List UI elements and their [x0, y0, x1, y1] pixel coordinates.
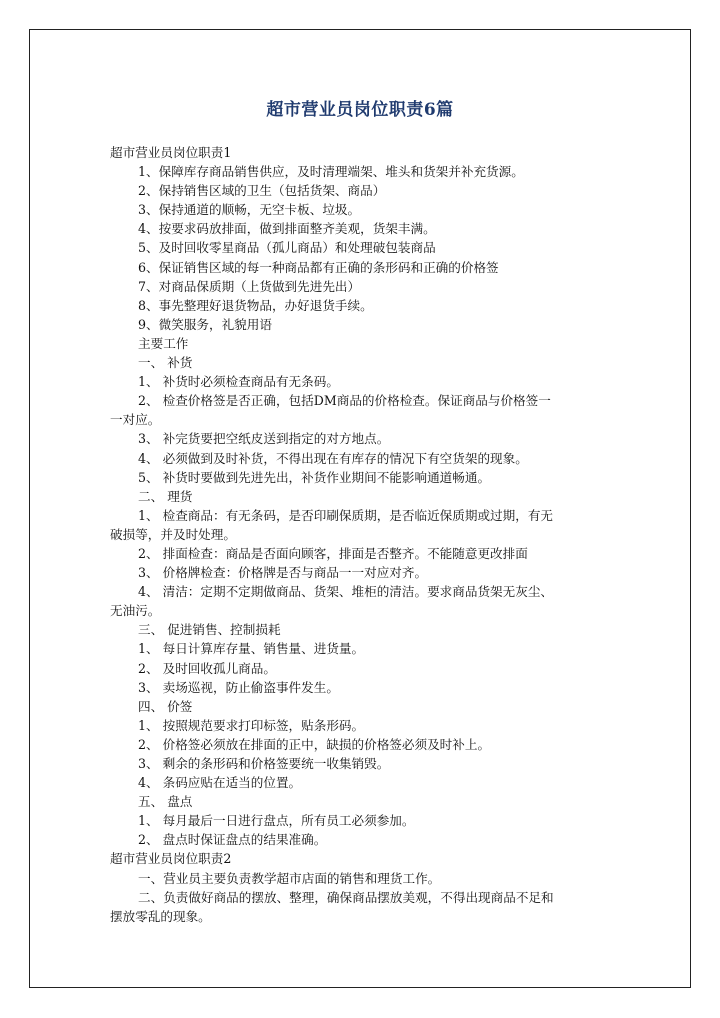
text-line: 2、 价格签必须放在排面的正中，缺损的价格签必须及时补上。	[138, 736, 491, 752]
text-line: 超市营业员岗位职责1	[110, 145, 232, 160]
document-title: 超市营业员岗位职责6篇	[266, 100, 454, 120]
text-line: 二、 理货	[138, 488, 193, 504]
text-line: 2、 盘点时保证盘点的结果准确。	[138, 832, 327, 848]
text-line: 一、营业员主要负责教学超市店面的销售和理货工作。	[138, 870, 441, 886]
text-line: 2、 排面检查：商品是否面向顾客，排面是否整齐。不能随意更改排面	[138, 545, 528, 561]
text-line: 1、保障库存商品销售供应，及时清理端架、堆头和货架并补充货源。	[138, 164, 524, 180]
text-line: 超市营业员岗位职责2	[110, 851, 232, 867]
text-line: 3、 价格牌检查：价格牌是否与商品一一对应对齐。	[138, 565, 428, 581]
text-line: 4、 清洁：定期不定期做商品、货架、堆柜的清洁。要求商品货架无灰尘、	[138, 584, 554, 600]
text-line: 3、 卖场巡视，防止偷盗事件发生。	[138, 679, 339, 695]
text-line: 2、 检查价格签是否正确，包括DM商品的价格检查。保证商品与价格签一	[138, 393, 551, 409]
text-line: 破损等，并及时处理。	[110, 526, 236, 542]
text-line: 五、 盘点	[138, 794, 193, 810]
text-line: 一对应。	[110, 412, 161, 428]
text-line: 3、 补完货要把空纸皮送到指定的对方地点。	[138, 431, 390, 447]
text-line: 主要工作	[138, 335, 189, 351]
text-line: 2、保持销售区域的卫生（包括货架、商品）	[138, 183, 386, 199]
text-line: 4、 条码应贴在适当的位置。	[138, 775, 302, 791]
text-line: 一、 补货	[138, 355, 193, 371]
text-line: 4、按要求码放排面，做到排面整齐美观，货架丰满。	[138, 221, 436, 237]
text-line: 7、对商品保质期（上货做到先进先出）	[138, 278, 361, 294]
text-line: 5、及时回收零星商品（孤儿商品）和处理破包装商品	[138, 240, 436, 256]
text-line: 1、 每日计算库存量、销售量、进货量。	[138, 641, 365, 657]
text-line: 无油污。	[110, 603, 161, 619]
text-line: 3、 剩余的条形码和价格签要统一收集销毁。	[138, 756, 390, 771]
text-line: 5、 补货时要做到先进先出，补货作业期间不能影响通道畅通。	[138, 469, 491, 485]
text-line: 2、 及时回收孤儿商品。	[138, 660, 276, 676]
text-line: 1、 补货时必须检查商品有无条码。	[138, 374, 339, 390]
text-line: 三、 促进销售、控制损耗	[138, 622, 281, 638]
text-line: 四、 价签	[138, 698, 193, 714]
text-line: 9、微笑服务，礼貌用语	[138, 316, 272, 332]
document-body	[110, 143, 620, 926]
text-line: 1、 每月最后一日进行盘点，所有员工必须参加。	[138, 813, 415, 829]
text-line: 6、保证销售区域的每一种商品都有正确的条形码和正确的价格签	[138, 259, 499, 275]
text-line: 二、负责做好商品的摆放、整理，确保商品摆放美观，不得出现商品不足和	[138, 889, 554, 905]
text-line: 4、 必须做到及时补货，不得出现在有库存的情况下有空货架的现象。	[138, 450, 528, 466]
text-line: 1、 按照规范要求打印标签，贴条形码。	[138, 717, 365, 733]
text-line: 8、事先整理好退货物品，办好退货手续。	[138, 297, 373, 313]
text-line: 1、 检查商品：有无条码，是否印刷保质期，是否临近保质期或过期，有无	[138, 507, 554, 523]
text-line: 3、保持通道的顺畅，无空卡板、垃圾。	[138, 202, 361, 218]
text-line: 摆放零乱的现象。	[110, 908, 211, 924]
